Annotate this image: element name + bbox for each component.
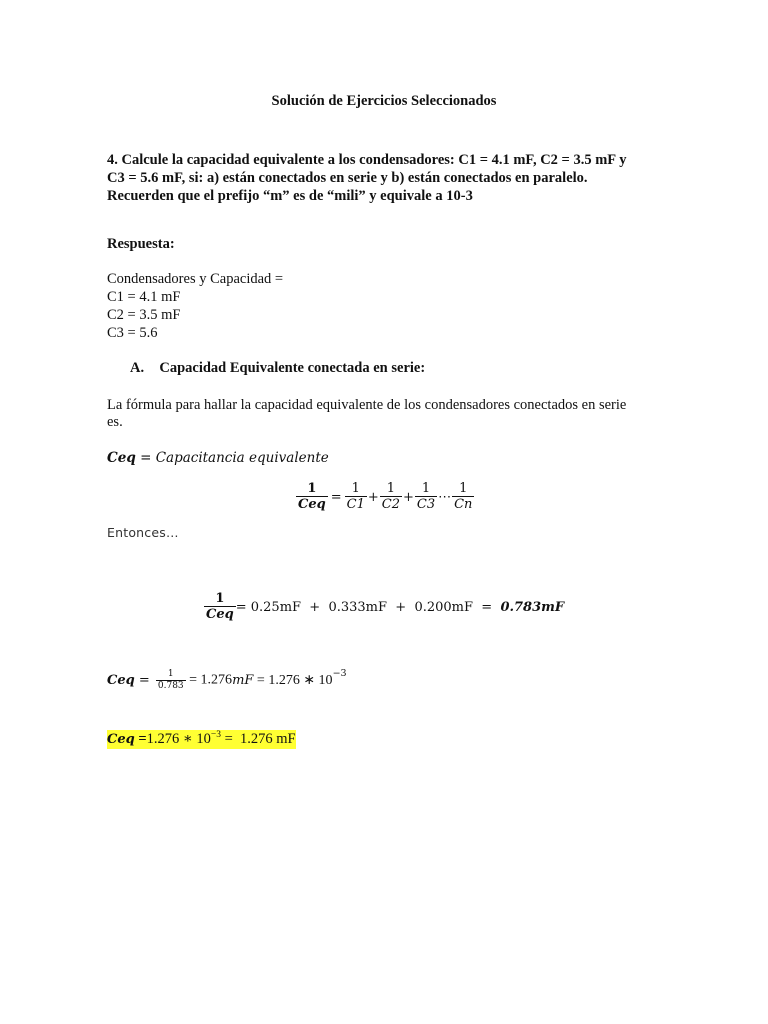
ceq-definition [107, 450, 329, 466]
given-c1: C1 = 4.1 mF [107, 289, 181, 305]
formula-intro-line-1: La fórmula para hallar la capacidad equivalente de los condensadores conectados en serie [107, 397, 627, 413]
series-term-2-den: C2 [381, 497, 400, 513]
ceq-calc-value-b: = 1.276 ∗ 10 [253, 673, 333, 688]
ceq-calc-symbol: Ceq [107, 673, 135, 688]
section-a-title: Capacidad Equivalente conectada en serie: [159, 360, 426, 376]
series-term-3 [415, 482, 437, 513]
series-term-3-den: C3 [416, 497, 436, 513]
series-term-n [452, 482, 474, 513]
entonces-text: Entonces… [107, 525, 179, 540]
series-term-n-den: Cn [454, 497, 473, 513]
computation-lhs-num: 1 [215, 591, 225, 606]
final-symbol: Ceq [107, 731, 135, 747]
ceq-equals: = [135, 450, 156, 466]
ceq-symbol: Ceq [107, 450, 136, 466]
ceq-calc-exponent: −3 [332, 668, 347, 679]
series-dots: ⋯ [438, 489, 452, 505]
ceq-calc-value-a: = 1.276 [185, 672, 233, 688]
computation-lhs-fraction [204, 592, 236, 623]
series-term-n-num: 1 [459, 481, 468, 496]
given-c3: C3 = 5.6 [107, 325, 158, 341]
computation-result: 0.783mF [500, 599, 565, 615]
series-lhs-den: Ceq [298, 497, 326, 513]
given-header: Condensadores y Capacidad = [107, 271, 284, 287]
ceq-calc-unit: mF [232, 673, 254, 688]
answer-label: Respuesta: [107, 236, 175, 252]
formula-intro-line-2: es. [107, 414, 123, 430]
series-equals: = [330, 489, 342, 505]
final-value-a: 1.276 ∗ 10 [146, 730, 211, 747]
ceq-calc-frac-den: 0.783 [157, 680, 184, 691]
series-term-1-den: C1 [346, 497, 365, 513]
final-result [107, 730, 296, 748]
series-term-2-num: 1 [386, 481, 395, 496]
section-a-heading [130, 360, 425, 377]
computation-lhs-den: Ceq [206, 607, 234, 623]
question-line-2: C3 = 5.6 mF, si: a) están conectados en serie y b) están conectados en paralelo. [107, 170, 588, 186]
ceq-calc-equals: = [134, 673, 150, 688]
series-formula [296, 482, 474, 513]
computation-line [204, 592, 564, 623]
ceq-calc-frac-num: 1 [167, 668, 174, 679]
series-plus-2: + [402, 489, 414, 505]
given-c2: C2 = 3.5 mF [107, 307, 181, 323]
section-a-marker: A. [130, 360, 145, 376]
series-term-3-num: 1 [421, 481, 431, 496]
ceq-meaning: Capacitancia equivalente [155, 450, 329, 466]
ceq-calc-fraction [156, 670, 186, 692]
series-term-1 [345, 482, 367, 513]
computation-rhs: = 0.25mF + 0.333mF + 0.200mF = [235, 599, 501, 615]
question-line-3: Recuerden que el prefijo “m” es de “mili” y equivale a 10-3 [107, 188, 473, 204]
series-plus-1: + [367, 489, 379, 505]
final-value-b: = 1.276 mF [220, 730, 296, 747]
question-line-1: 4. Calcule la capacidad equivalente a los condensadores: C1 = 4.1 mF, C2 = 3.5 mF y [107, 152, 627, 168]
document-title: Solución de Ejercicios Seleccionados [271, 93, 497, 109]
final-equals: = [134, 730, 147, 747]
final-exponent: −3 [210, 730, 221, 740]
ceq-calculation [107, 668, 347, 691]
series-term-2 [380, 482, 402, 513]
series-lhs-num: 1 [307, 481, 317, 496]
final-result-highlight [107, 730, 296, 749]
series-term-1-num: 1 [351, 481, 360, 496]
series-lhs-fraction [296, 482, 328, 513]
